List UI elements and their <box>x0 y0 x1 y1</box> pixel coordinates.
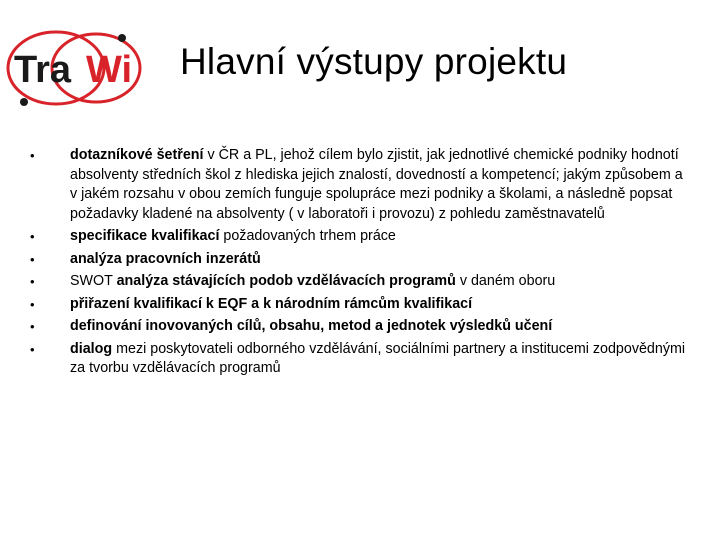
list-item: • dialog mezi poskytovateli odborného vzdělávání, sociálními partnery a institucemi zodpovědnými za tvorbu vzdělávacích programů <box>30 340 686 376</box>
bullet-icon: • <box>30 274 35 289</box>
trawi-logo <box>2 26 152 112</box>
logo-text-wi: Wi <box>86 49 133 91</box>
logo-text-tra: Tra <box>14 49 72 91</box>
bullet-icon: • <box>30 251 35 267</box>
bullet-icon: • <box>30 229 35 244</box>
page-title: Hlavní výstupy projektu <box>180 41 568 82</box>
bullet-icon: • <box>30 341 35 357</box>
output-list <box>30 146 690 382</box>
bullet-icon: • <box>30 148 35 163</box>
logo-dot-top <box>118 34 126 42</box>
list-item: • definování inovovaných cílů, obsahu, metod a jednotek výsledků učení <box>30 317 690 337</box>
list-item: • specifikace kvalifikací požadovaných trhem práce <box>30 227 690 247</box>
bullet-icon: • <box>30 296 35 312</box>
logo-dot-bottom <box>20 98 28 106</box>
list-item: • přiřazení kvalifikací k EQF a k národním rámcům kvalifikací <box>30 295 690 315</box>
list-item: • SWOT analýza stávajících podob vzdělávacích programů v daném oboru <box>30 272 690 292</box>
list-item: • dotazníkové šetření v ČR a PL, jehož cílem bylo zjistit, jak jednotlivé chemické podniky hodnotí absolventy středních škol z hlediska jejich znalostí, dovedností a kompetencí; jakým způsobem a v jakém rozsahu v obou zemích funguje spolupráce mezi podniky a školami, a následně popsat požadavky kladené na absolventy ( v laboratoři i provozu) z pohledu zaměstnavatelů <box>30 147 683 222</box>
bullet-icon: • <box>30 319 35 334</box>
list-item: • analýza pracovních inzerátů <box>30 250 690 270</box>
